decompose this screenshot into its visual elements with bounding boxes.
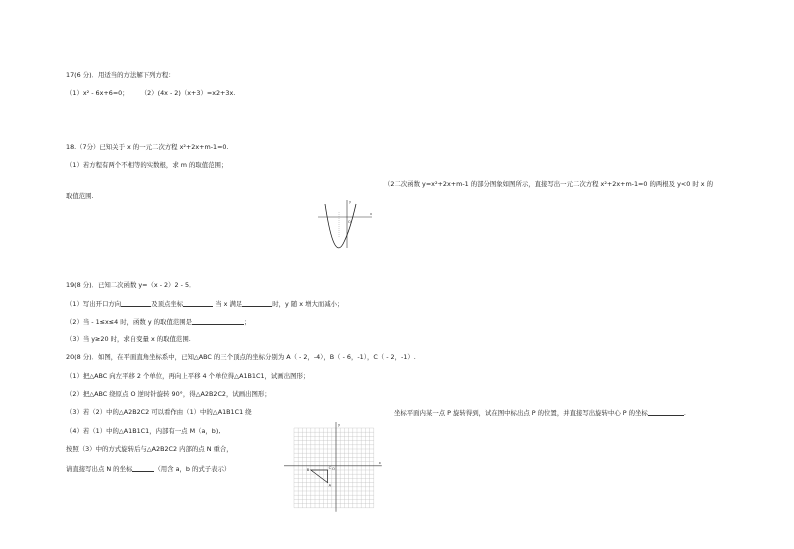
q20-part1: （1）把△ABC 向左平移 2 个单位，再向上平移 4 个单位得△A1B1C1，试画出图形； [66, 372, 310, 380]
parabola-y-label: y [349, 200, 352, 204]
q19-part3: （3）当 y≥20 时，求自变量 x 的取值范围. [66, 335, 191, 343]
q20-part4: （4）若（1）中的△A1B1C1，内部有一点 M（a，b), [66, 427, 221, 435]
parabola-origin-label: O [348, 220, 351, 224]
q19-blank-y-range[interactable] [192, 318, 244, 325]
grid-origin-label: O [332, 466, 335, 471]
q18-part1: （1）若方程有两个不相等的实数根，求 m 的取值范围； [66, 161, 228, 169]
q19-blank-range[interactable] [242, 300, 272, 307]
q17-part2-text: （2）(4x - 2)（x+3）=x2+3x. [140, 89, 236, 97]
parabola-graph [316, 198, 376, 250]
q20-part2: （2）把△ABC 绕原点 O 逆时针旋转 90°，得△A2B2C2，试画出图形； [66, 390, 271, 398]
q19-part1 [66, 300, 343, 307]
q20-part4-b: 按照（3）中的方式旋转后与△A2B2C2 内部的点 N 重合， [66, 445, 233, 453]
q20-part3-c: . [683, 409, 686, 417]
q20-part3: （3）若（2）中的△A2B2C2 可以看作由（1）中的△A1B1C1 绕 [66, 408, 252, 416]
q18-part2-continued: 取值范围. [66, 192, 94, 200]
grid-y-label: y [338, 423, 341, 427]
point-a-label: A [328, 483, 332, 488]
q18-title: 18.（7分）已知关于 x 的一元二次方程 x²+2x+m-1=0. [66, 143, 229, 151]
q19-part2-b: ； [244, 318, 251, 326]
q19-blank-vertex[interactable] [183, 300, 213, 307]
q20-title: 20(8 分)．如图，在平面直角坐标系中，已知△ABC 的三个顶点的坐标分别为 A（ - 2，-4），B（ - 6，-1），C（ - 2，-1）. [66, 353, 416, 361]
point-c-label: C [328, 466, 332, 470]
q19-part1-d: 时，y 随 x 增大而减小； [272, 300, 344, 308]
q20-blank-p-coord[interactable] [648, 409, 684, 416]
q20-part4-c-b: （用含 a，b 的式子表示） [154, 465, 231, 473]
q20-part3-b: 坐标平面内某一点 P 旋转得到，试在图中标出点 P 的位置，并直接写出旋转中心 P 的坐标 [394, 409, 648, 417]
coordinate-grid [280, 420, 390, 520]
q17-part1-text: （1）x² - 6x+6=0； [66, 89, 129, 97]
q20-part4-c-a: 请直接写出点 N 的坐标 [66, 465, 133, 473]
parabola-x-label: x [370, 212, 373, 216]
q20-part3-continued [394, 409, 686, 416]
parabola-curve [325, 204, 356, 248]
q19-title: 19(8 分)．已知二次函数 y=（x - 2）2 - 5． [66, 281, 196, 289]
q18-part2: （2二次函数 y=x²+2x+m-1 的部分图象如图所示，直接写出一元二次方程 x²+2x+m-1=0 的两根及 y<0 时 x 的 [384, 180, 713, 188]
q17-title: 17(6 分)．用适当的方法解下列方程： [66, 71, 175, 79]
grid-x-label: x [378, 460, 381, 465]
q19-part1-b: 及顶点坐标 [151, 300, 184, 308]
q19-part1-a: （1）写出开口方向 [66, 300, 122, 308]
q19-part2 [66, 318, 250, 325]
q19-part1-c: 当 x 满足 [215, 300, 243, 308]
q19-part2-a: （2）当 - 1≤x≤4 时，函数 y 的取值范围是 [66, 318, 193, 326]
point-b-label: B [306, 468, 310, 472]
q19-blank-direction[interactable] [121, 300, 151, 307]
q17-part1 [66, 90, 235, 96]
q20-part4-c [66, 465, 230, 472]
q20-blank-n-coord[interactable] [132, 465, 154, 472]
